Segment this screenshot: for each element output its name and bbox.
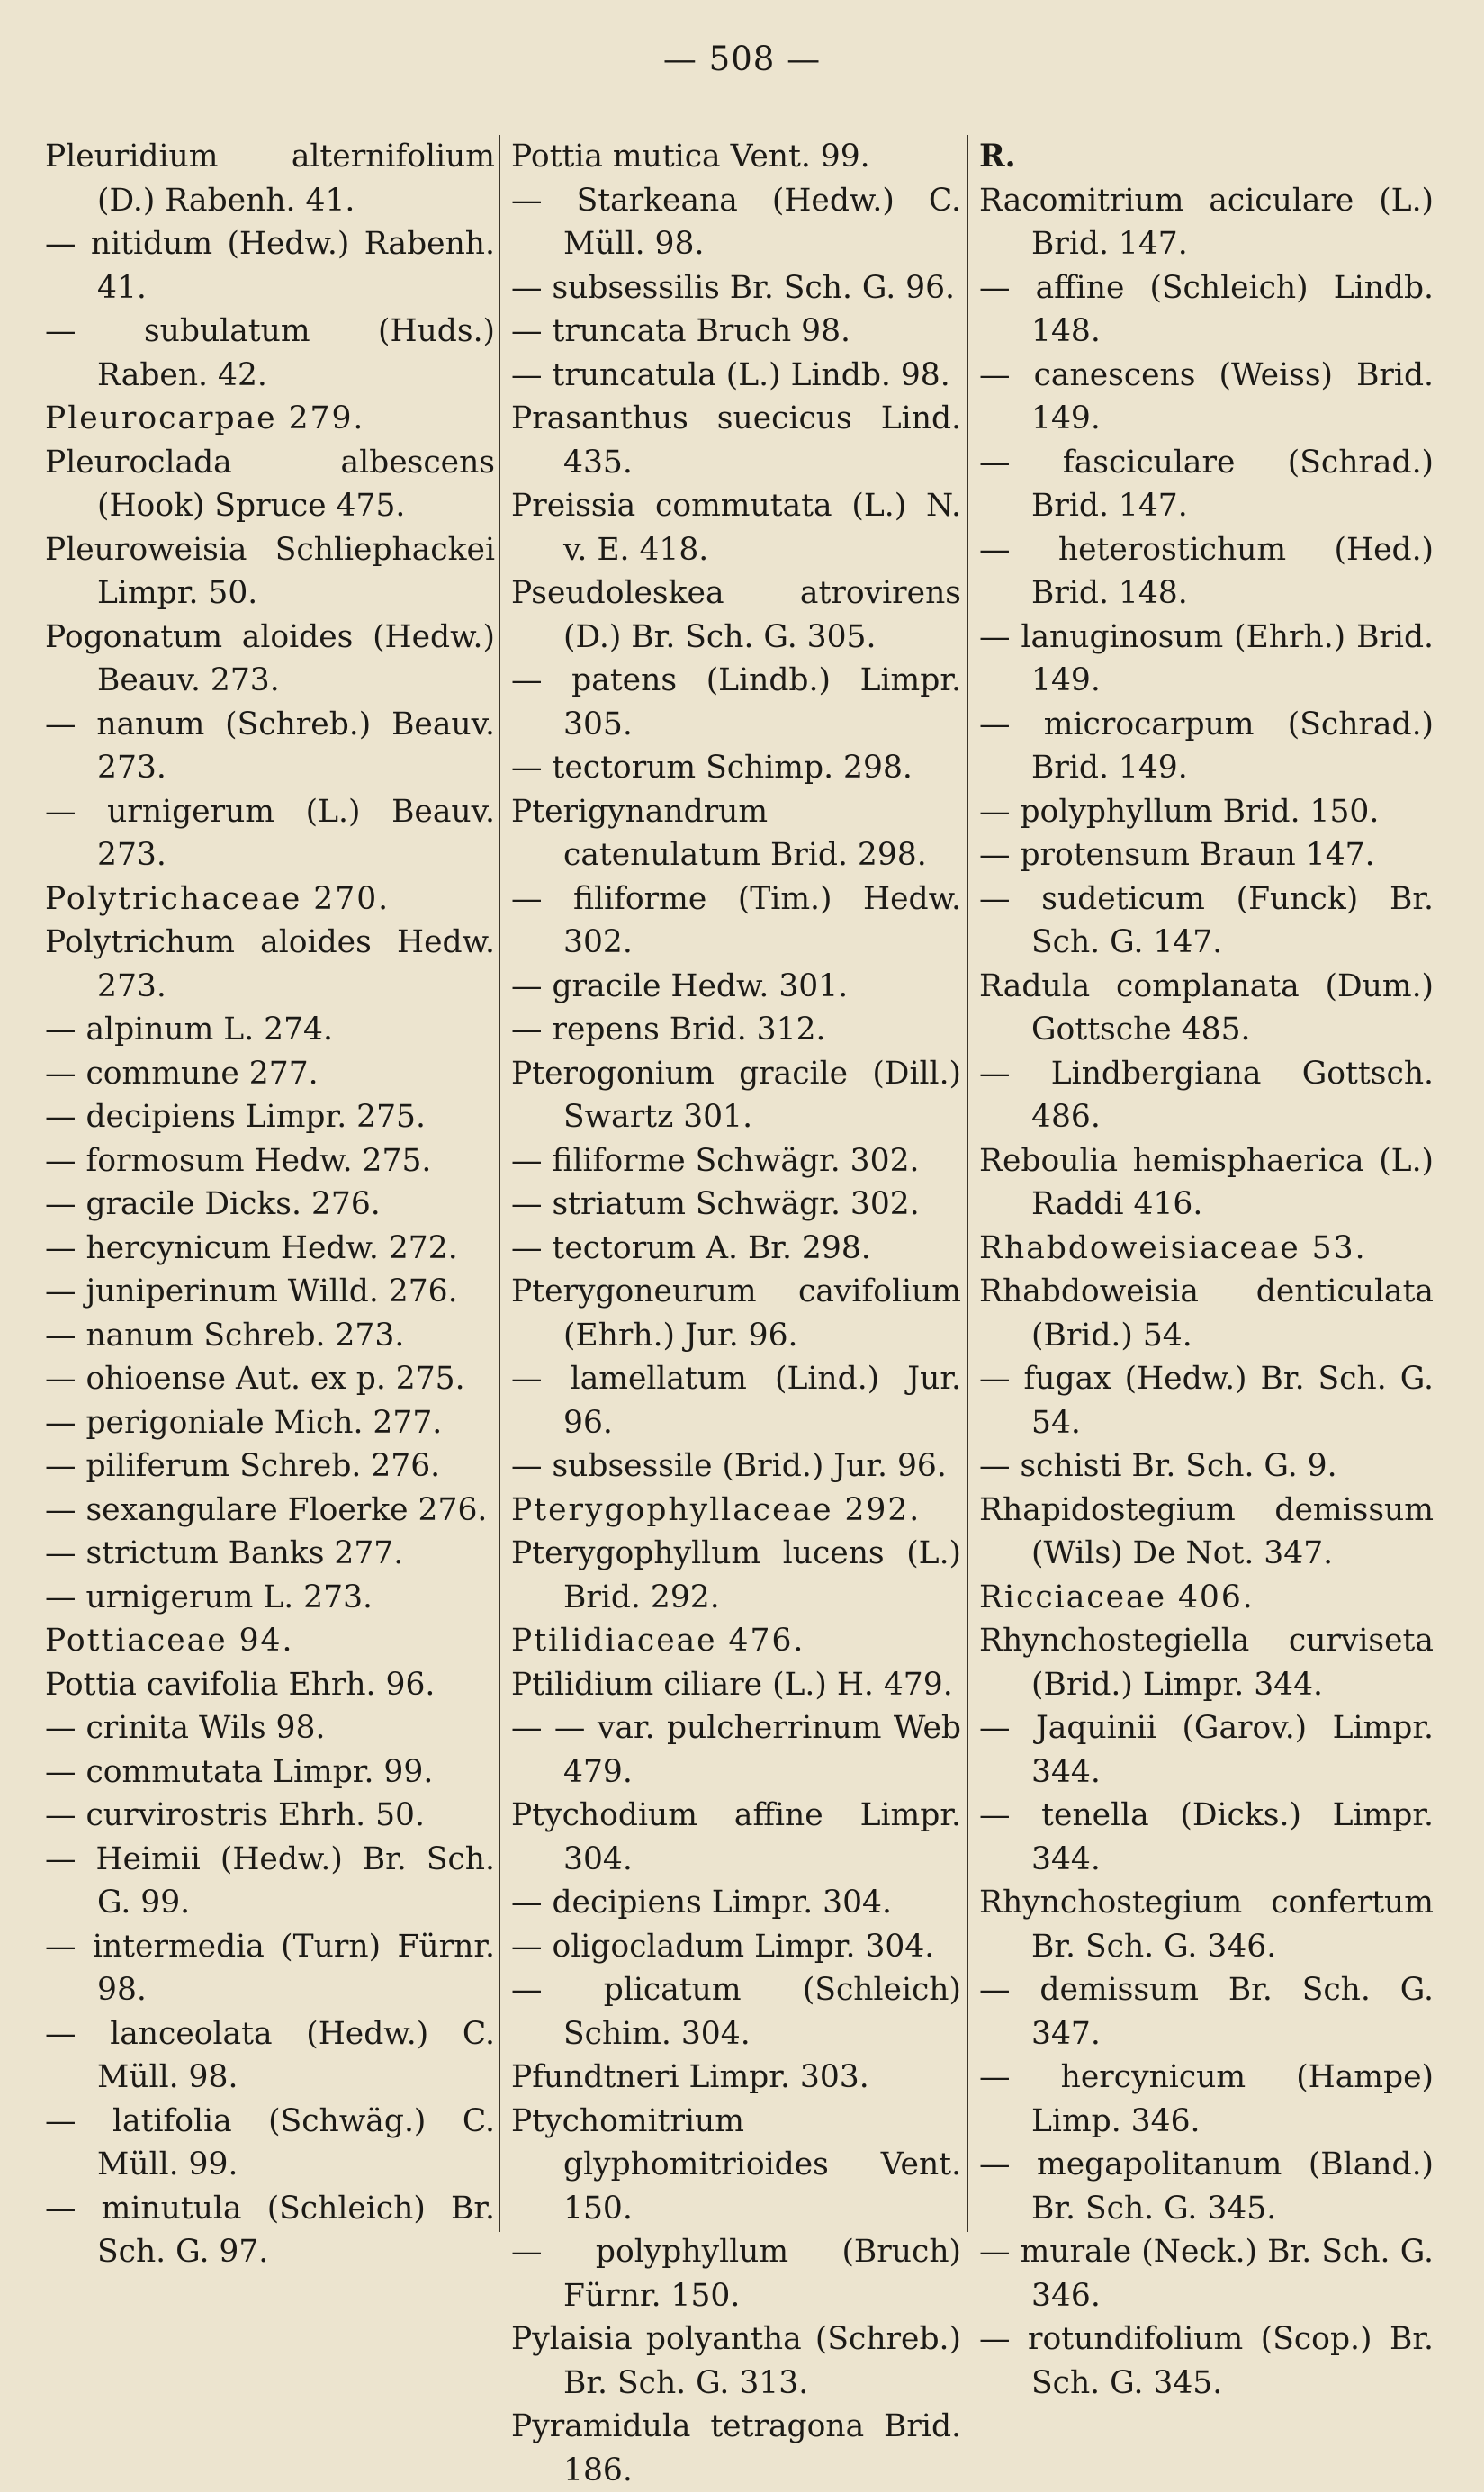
index-entry: Pottia cavifolia Ehrh. 96. xyxy=(45,1666,436,1703)
index-column-left xyxy=(45,135,495,2270)
family-entry: Pleurocarpae 279. xyxy=(45,400,365,436)
index-column-right xyxy=(979,135,1434,2401)
index-entry: Pleuridium alternifolium (D.) Rabenh. 41. xyxy=(45,139,495,219)
index-entry: — truncata Bruch 98. xyxy=(511,313,850,349)
section-letter-heading: R. xyxy=(979,139,1016,175)
index-entry: — protensum Braun 147. xyxy=(979,837,1375,873)
index-entry: — crinita Wils 98. xyxy=(45,1710,326,1746)
index-entry: — commune 277. xyxy=(45,1055,319,1092)
index-entry: — sudeticum (Funck) Br. Sch. G. 147. xyxy=(979,880,1434,960)
index-entry: Pfundtneri Limpr. 303. xyxy=(511,2059,869,2095)
family-entry: Pterygophyllaceae 292. xyxy=(511,1491,922,1528)
family-entry: Rhabdoweisiaceae 53. xyxy=(979,1229,1367,1266)
index-entry: — gracile Dicks. 276. xyxy=(45,1186,381,1222)
family-entry: Polytrichaceae 270. xyxy=(45,880,391,917)
index-entry: Pottia mutica Vent. 99. xyxy=(511,139,870,175)
index-entry: — hercynicum Hedw. 272. xyxy=(45,1229,458,1266)
index-entry: — rotundifolium (Scop.) Br. Sch. G. 345. xyxy=(979,2321,1434,2401)
index-entry: — tenella (Dicks.) Limpr. 344. xyxy=(979,1797,1434,1877)
column-divider xyxy=(967,135,968,2232)
index-entry: — truncatula (L.) Lindb. 98. xyxy=(511,356,950,393)
index-entry: — repens Brid. 312. xyxy=(511,1012,826,1048)
index-entry: — Heimii (Hedw.) Br. Sch. G. 99. xyxy=(45,1840,495,1921)
index-entry: Reboulia hemisphaerica (L.) Raddi 416. xyxy=(979,1142,1434,1222)
index-entry: — demissum Br. Sch. G. 347. xyxy=(979,1972,1434,2052)
index-entry: Rhabdoweisia denticulata (Brid.) 54. xyxy=(979,1273,1434,1354)
column-divider xyxy=(499,135,500,2232)
index-entry: — formosum Hedw. 275. xyxy=(45,1142,432,1179)
index-entry: — tectorum A. Br. 298. xyxy=(511,1229,871,1266)
index-entry: — piliferum Schreb. 276. xyxy=(45,1448,441,1484)
index-entry: Preissia commutata (L.) N. v. E. 418. xyxy=(511,488,961,568)
index-entry: — juniperinum Willd. 276. xyxy=(45,1273,458,1309)
index-entry: Pleuroclada albescens (Hook) Spruce 475. xyxy=(45,444,495,524)
family-entry: Ricciaceae 406. xyxy=(979,1579,1255,1615)
index-entry: — lanceolata (Hedw.) C. Müll. 98. xyxy=(45,2015,495,2095)
index-entry: — filiforme (Tim.) Hedw. 302. xyxy=(511,880,961,960)
index-column-middle xyxy=(511,135,961,2488)
index-entry: — gracile Hedw. 301. xyxy=(511,967,849,1004)
index-entry: Pylaisia polyantha (Schreb.) Br. Sch. G. 313. xyxy=(511,2321,961,2401)
index-entry: Pterygoneurum cavifolium (Ehrh.) Jur. 96. xyxy=(511,1273,961,1354)
index-entry: — lanuginosum (Ehrh.) Brid. 149. xyxy=(979,618,1434,698)
index-entry: — subsessile (Brid.) Jur. 96. xyxy=(511,1448,947,1484)
index-entry: — nitidum (Hedw.) Rabenh. 41. xyxy=(45,226,495,306)
index-entry: — urnigerum (L.) Beauv. 273. xyxy=(45,793,495,873)
index-entry: — polyphyllum (Bruch) Fürnr. 150. xyxy=(511,2234,961,2314)
index-entry: Pterogonium gracile (Dill.) Swartz 301. xyxy=(511,1055,961,1135)
index-entry: Pterygophyllum lucens (L.) Brid. 292. xyxy=(511,1535,961,1615)
page-number: — 508 — xyxy=(662,40,822,78)
index-entry: — hercynicum (Hampe) Limp. 346. xyxy=(979,2059,1434,2139)
index-entry: Polytrichum aloides Hedw. 273. xyxy=(45,924,495,1004)
index-entry: — tectorum Schimp. 298. xyxy=(511,750,913,786)
index-entry: — plicatum (Schleich) Schim. 304. xyxy=(511,1972,961,2052)
index-entry: — — var. pulcherrinum Web 479. xyxy=(511,1710,961,1790)
index-entry: Racomitrium aciculare (L.) Brid. 147. xyxy=(979,182,1434,262)
index-entry: Ptychodium affine Limpr. 304. xyxy=(511,1797,961,1877)
index-entry: — perigoniale Mich. 277. xyxy=(45,1404,443,1441)
family-entry: Ptilidiaceae 476. xyxy=(511,1623,805,1659)
index-entry: — alpinum L. 274. xyxy=(45,1012,333,1048)
index-entry: Rhynchostegium confertum Br. Sch. G. 346. xyxy=(979,1885,1434,1965)
index-entry: — polyphyllum Brid. 150. xyxy=(979,793,1380,830)
index-entry: — fasciculare (Schrad.) Brid. 147. xyxy=(979,444,1434,524)
index-entry: — fugax (Hedw.) Br. Sch. G. 54. xyxy=(979,1361,1434,1441)
index-entry: — curvirostris Ehrh. 50. xyxy=(45,1797,425,1833)
index-entry: — strictum Banks 277. xyxy=(45,1535,404,1571)
index-entry: Pogonatum aloides (Hedw.) Beauv. 273. xyxy=(45,618,495,698)
index-entry: — intermedia (Turn) Fürnr. 98. xyxy=(45,1928,495,2008)
index-entry: — affine (Schleich) Lindb. 148. xyxy=(979,269,1434,349)
index-entry: — nanum (Schreb.) Beauv. 273. xyxy=(45,706,495,786)
index-entry: Rhapidostegium demissum (Wils) De Not. 347. xyxy=(979,1491,1434,1571)
index-entry: — ohioense Aut. ex p. 275. xyxy=(45,1361,465,1397)
index-entry: — subsessilis Br. Sch. G. 96. xyxy=(511,269,956,306)
index-entry: — microcarpum (Schrad.) Brid. 149. xyxy=(979,706,1434,786)
index-entry: — commutata Limpr. 99. xyxy=(45,1753,434,1790)
index-entry: Pterigynandrum catenulatum Brid. 298. xyxy=(511,793,927,873)
index-entry: — murale (Neck.) Br. Sch. G. 346. xyxy=(979,2234,1434,2314)
index-entry: — filiforme Schwägr. 302. xyxy=(511,1142,920,1179)
index-entry: Pseudoleskea atrovirens (D.) Br. Sch. G. 305. xyxy=(511,575,961,655)
index-entry: — Jaquinii (Garov.) Limpr. 344. xyxy=(979,1710,1434,1790)
index-entry: — minutula (Schleich) Br. Sch. G. 97. xyxy=(45,2190,495,2270)
family-entry: Pottiaceae 94. xyxy=(45,1623,294,1659)
index-entry: — sexangulare Floerke 276. xyxy=(45,1491,488,1528)
index-entry: — schisti Br. Sch. G. 9. xyxy=(979,1448,1337,1484)
index-entry: — urnigerum L. 273. xyxy=(45,1579,373,1615)
index-entry: Rhynchostegiella curviseta (Brid.) Limpr. 344. xyxy=(979,1623,1434,1703)
index-entry: — lamellatum (Lind.) Jur. 96. xyxy=(511,1361,961,1441)
index-entry: — decipiens Limpr. 304. xyxy=(511,1885,892,1921)
index-entry: — Lindbergiana Gottsch. 486. xyxy=(979,1055,1434,1135)
index-entry: — megapolitanum (Bland.) Br. Sch. G. 345. xyxy=(979,2146,1434,2227)
index-entry: — decipiens Limpr. 275. xyxy=(45,1099,426,1135)
index-entry: — canescens (Weiss) Brid. 149. xyxy=(979,356,1434,436)
index-entry: Ptychomitrium glyphomitrioides Vent. 150. xyxy=(511,2102,961,2227)
index-entry: — subulatum (Huds.) Raben. 42. xyxy=(45,313,495,393)
index-entry: — patens (Lindb.) Limpr. 305. xyxy=(511,662,961,742)
index-entry: — nanum Schreb. 273. xyxy=(45,1317,405,1354)
index-entry: — oligocladum Limpr. 304. xyxy=(511,1928,935,1965)
index-entry: — striatum Schwägr. 302. xyxy=(511,1186,920,1222)
index-entry: Ptilidium ciliare (L.) H. 479. xyxy=(511,1666,953,1703)
index-entry: Pleuroweisia Schliephackei Limpr. 50. xyxy=(45,531,495,611)
index-entry: — latifolia (Schwäg.) C. Müll. 99. xyxy=(45,2102,495,2182)
index-entry: Prasanthus suecicus Lind. 435. xyxy=(511,400,961,481)
index-entry: Pyramidula tetragona Brid. 186. xyxy=(511,2408,961,2488)
index-entry: — heterostichum (Hed.) Brid. 148. xyxy=(979,531,1434,611)
index-entry: Radula complanata (Dum.) Gottsche 485. xyxy=(979,967,1434,1048)
index-entry: — Starkeana (Hedw.) C. Müll. 98. xyxy=(511,182,961,262)
